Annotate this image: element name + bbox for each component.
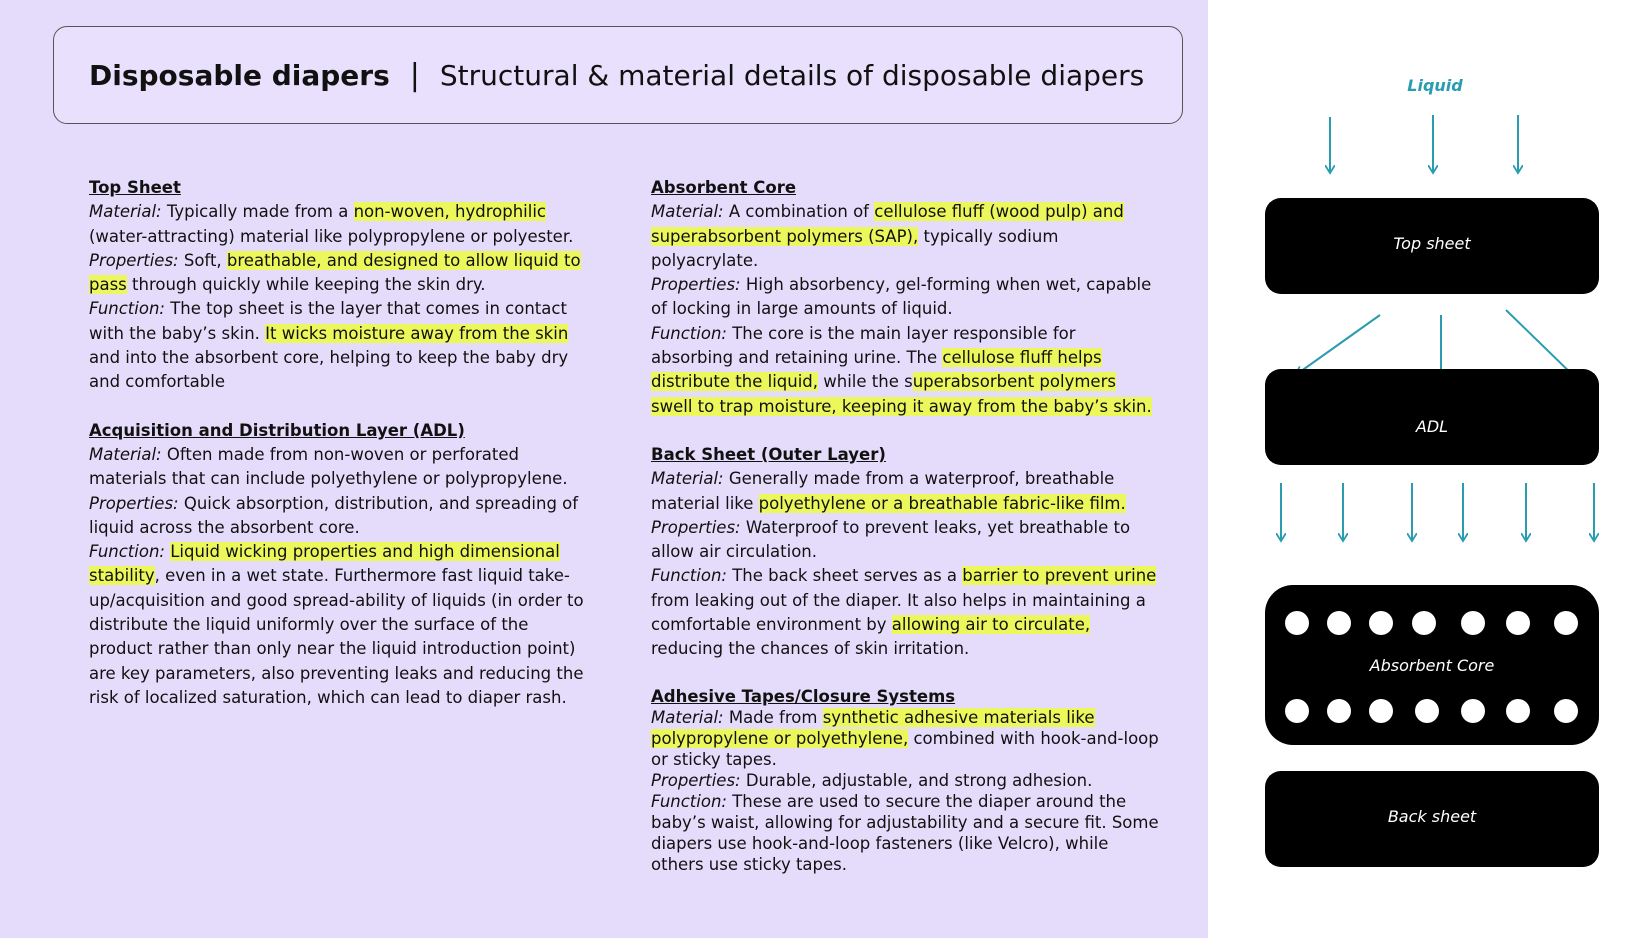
sap-particle xyxy=(1461,611,1485,635)
material-label: Material: xyxy=(651,707,724,727)
section-title: Adhesive Tapes/Closure Systems xyxy=(651,686,956,706)
section-title: Absorbent Core xyxy=(651,178,797,197)
sap-particle xyxy=(1554,611,1578,635)
sap-particle xyxy=(1506,699,1530,723)
sap-particle xyxy=(1412,611,1436,635)
section-title: Back Sheet (Outer Layer) xyxy=(651,444,886,464)
distribution-arrow xyxy=(1297,315,1380,374)
text-run: The back sheet serves as a xyxy=(726,566,963,586)
text-run: The top sheet is the layer that comes in contact with the baby’s skin. xyxy=(89,299,567,343)
text-run: Soft, xyxy=(178,250,227,270)
function-label: Function: xyxy=(89,299,165,319)
sap-particle xyxy=(1285,611,1309,635)
text-run: A combination of xyxy=(723,202,875,222)
text-run: reducing the chances of skin irritation. xyxy=(651,639,970,659)
title-separator: | xyxy=(409,57,420,93)
sap-particle xyxy=(1461,699,1485,723)
sap-particle xyxy=(1285,699,1309,723)
highlighted-text: It wicks moisture away from the skin xyxy=(265,323,569,343)
sap-particle xyxy=(1369,699,1393,723)
text-run: from leaking out of the diaper. It also helps in maintaining a comfortable environment by xyxy=(651,590,1146,635)
liquid-arrows xyxy=(1330,115,1518,172)
highlighted-text: Liquid wicking properties and high dimensional stability xyxy=(89,542,560,586)
text-run: combined with hook-and-loop or sticky tapes. xyxy=(651,728,1159,769)
properties-label: Properties: xyxy=(651,770,741,790)
properties-label: Properties: xyxy=(651,517,741,537)
text-run: while the s xyxy=(818,372,913,392)
liquid-label: Liquid xyxy=(1407,76,1463,95)
highlighted-text: cellulose fluff helps distribute the liquid, xyxy=(651,348,1102,392)
highlighted-text: synthetic adhesive materials like polypropylene or polyethylene, xyxy=(651,707,1095,748)
function-label: Function: xyxy=(89,542,165,562)
text-run: Made from xyxy=(723,707,823,727)
sap-particle xyxy=(1554,699,1578,723)
function-label: Function: xyxy=(651,566,727,586)
highlighted-text: polyethylene or a breathable fabric-like film. xyxy=(758,493,1126,513)
text-run: , even in a wet state. Furthermore fast liquid take-up/acquisition and good spread-ability of liquids (in order to distribute the liquid uniformly over the surface of the product rather than only near the liquid introduction point) are key parameters, also preventing leaks and reducing the risk of localized saturation, which can lead to diaper rash. xyxy=(89,566,584,707)
sap-particle xyxy=(1506,611,1530,635)
highlighted-text: barrier to prevent urine xyxy=(962,566,1157,586)
text-run: through quickly while keeping the skin dry. xyxy=(126,275,486,295)
properties-label: Properties: xyxy=(651,275,741,295)
highlighted-text: breathable, and designed to allow liquid to pass xyxy=(89,250,581,295)
highlighted-text: uperabsorbent polymers swell to trap moisture, keeping it away from the baby’s skin. xyxy=(651,372,1152,416)
text-run: and into the absorbent core, helping to keep the baby dry and comfortable xyxy=(89,348,569,392)
page-title: Disposable diapers xyxy=(89,58,390,92)
text-run: Quick absorption, distribution, and spreading of liquid across the absorbent core. xyxy=(89,493,579,537)
function-label: Function: xyxy=(651,791,727,811)
sap-particle xyxy=(1327,699,1351,723)
text-run: Generally made from a waterproof, breathable material like xyxy=(651,469,1115,513)
sap-particle xyxy=(1369,611,1393,635)
properties-label: Properties: xyxy=(89,493,179,513)
text-run: Waterproof to prevent leaks, yet breathable to allow air circulation. xyxy=(651,517,1131,562)
highlighted-text: cellulose fluff (wood pulp) and superabsorbent polymers (SAP), xyxy=(651,202,1124,246)
core-arrows xyxy=(1281,483,1594,540)
text-run: Often made from non-woven or perforated materials that can include polyethylene or polypropylene. xyxy=(89,444,568,489)
page-subtitle: Structural & material details of disposable diapers xyxy=(439,58,1145,92)
material-label: Material: xyxy=(651,469,724,489)
back-sheet-label: Back sheet xyxy=(1387,807,1477,826)
text-run: High absorbency, gel-forming when wet, capable of locking in large amounts of liquid. xyxy=(651,275,1152,319)
properties-label: Properties: xyxy=(89,250,179,270)
material-label: Material: xyxy=(651,202,724,222)
top-sheet-label: Top sheet xyxy=(1393,234,1471,253)
text-run: Typically made from a xyxy=(161,202,354,222)
adl-label: ADL xyxy=(1415,417,1449,436)
highlighted-text: allowing air to circulate, xyxy=(891,615,1091,635)
function-label: Function: xyxy=(651,323,727,343)
material-label: Material: xyxy=(89,202,162,222)
section-title: Acquisition and Distribution Layer (ADL) xyxy=(89,420,465,440)
sap-particle xyxy=(1327,611,1351,635)
material-label: Material: xyxy=(89,444,162,464)
highlighted-text: non-woven, hydrophilic xyxy=(353,202,546,222)
text-run: The core is the main layer responsible for absorbing and retaining urine. The xyxy=(651,323,1076,368)
text-run: typically sodium polyacrylate. xyxy=(651,226,1059,270)
section-title: Top Sheet xyxy=(89,178,181,197)
sap-particle xyxy=(1415,699,1439,723)
text-run: (water-attracting) material like polypropylene or polyester. xyxy=(89,226,574,246)
text-run: Durable, adjustable, and strong adhesion. xyxy=(740,770,1093,790)
text-run: These are used to secure the diaper around the baby’s waist, allowing for adjustability and a secure fit. Some diapers use hook-and-loop fasteners (like Velcro), while others use sticky tapes. xyxy=(651,791,1159,874)
absorbent-core-label: Absorbent Core xyxy=(1369,656,1495,675)
